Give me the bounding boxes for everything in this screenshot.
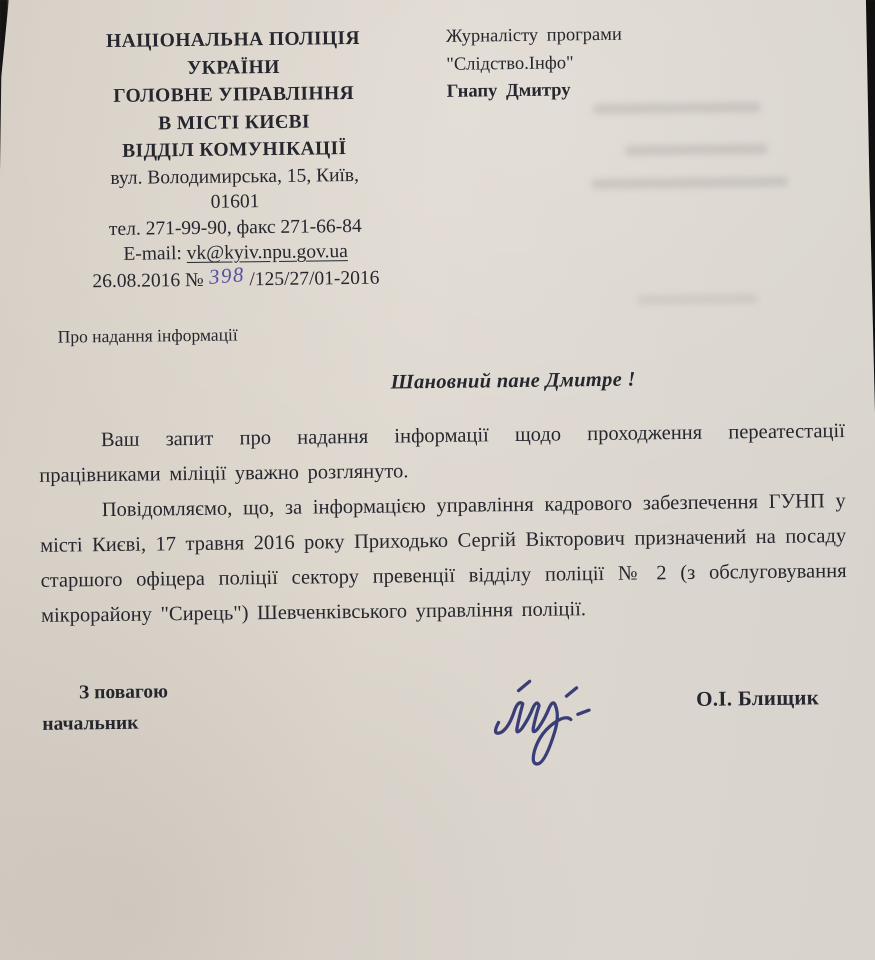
bleed-through-text [592, 177, 788, 189]
recipient-line: Журналісту програми [445, 24, 622, 47]
reference-number: /125/27/01-2016 [249, 267, 380, 291]
body-paragraph: Ваш запит про надання інформації щодо проходження переатестації працівниками міліції уважно розглянуто. [39, 420, 845, 487]
reference-line [45, 264, 427, 295]
email-address: vk@kyiv.npu.gov.ua [186, 241, 348, 265]
body-paragraph: Повідомляємо, що, за інформацією управління кадрового забезпечення ГУНП у місті Києві, 17 травня 2016 року Приходько Сергій Вікторович призначений на посаду старшого офіцера поліції сектору превенції відділу поліції № 2 (з обслуговування мікрорайону "Сирець") Шевченківського управління поліції. [40, 490, 847, 627]
letter-body [39, 414, 848, 634]
phone-line: тел. 271-99-90, факс 271-66-84 [108, 215, 362, 240]
salutation: Шановний пане Дмитре ! [390, 368, 636, 394]
closing-title: начальник [42, 712, 139, 735]
closing-regards: З повагою [78, 681, 169, 704]
address-line: вул. Володимирська, 15, Київ, [110, 164, 360, 189]
postal-code: 01601 [210, 191, 260, 213]
signer-name: О.І. Блищик [695, 685, 820, 711]
recipient-name: Гнапу Дмитру [446, 80, 571, 102]
handwritten-signature-icon [488, 656, 601, 769]
bleed-through-text [637, 294, 757, 304]
org-name-line: НАЦІОНАЛЬНА ПОЛІЦІЯ [105, 27, 361, 53]
org-name-line: ГОЛОВНЕ УПРАВЛІННЯ [113, 82, 355, 107]
email-label: E-mail: [123, 243, 187, 266]
recipient-block [446, 20, 727, 106]
bleed-through-text [625, 144, 767, 156]
letterhead [42, 24, 427, 295]
org-name-line: ВІДДІЛ КОМУНІКАЦІЇ [121, 138, 347, 162]
recipient-line: "Слідство.Інфо" [446, 52, 574, 75]
letter-date: 26.08.2016 № [92, 269, 204, 293]
handwritten-number: 398 [207, 262, 246, 289]
org-name-line: УКРАЇНИ [186, 56, 280, 79]
subject-line: Про надання інформації [57, 324, 238, 347]
org-name-line: В МІСТІ КИЄВІ [158, 111, 311, 134]
